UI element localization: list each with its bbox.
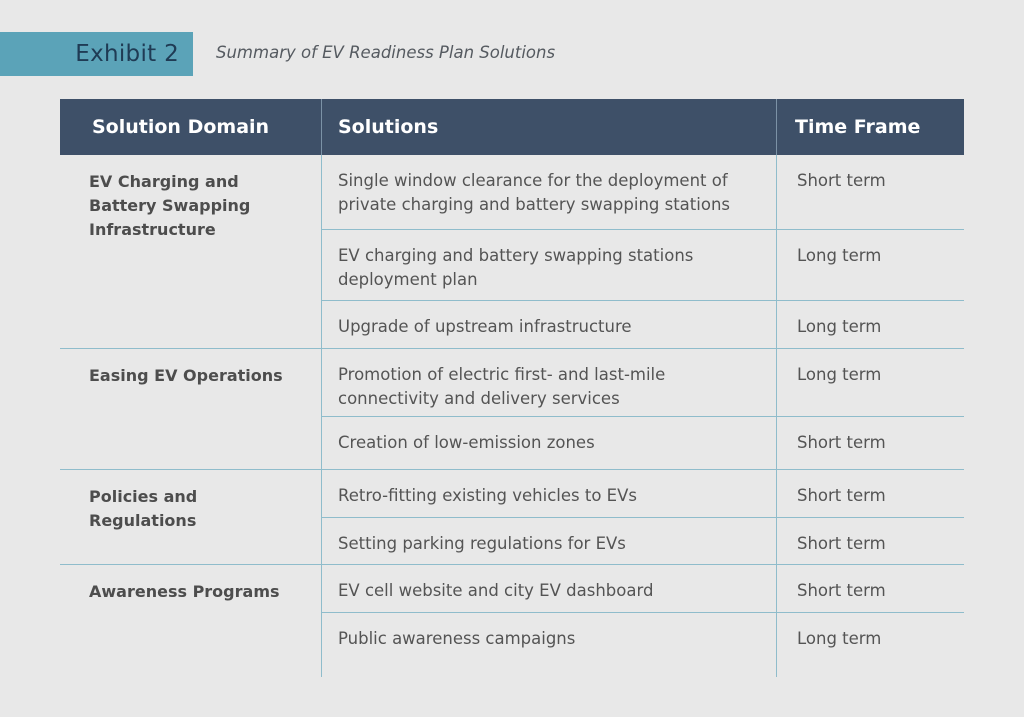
table-group [60, 565, 964, 677]
time-frame-cell: Short term [797, 534, 886, 553]
exhibit-caption: Summary of EV Readiness Plan Solutions [216, 43, 556, 62]
table-header [60, 99, 964, 155]
table-row [322, 230, 964, 301]
table-group [60, 155, 964, 349]
table-row [322, 565, 964, 613]
exhibit-label: Exhibit 2 [0, 32, 193, 76]
time-frame-cell: Long term [797, 317, 882, 336]
group-rows [322, 470, 964, 564]
header-time-frame: Time Frame [795, 116, 921, 138]
solution-domain-cell: Policies and Regulations [60, 470, 322, 564]
group-rows [322, 349, 964, 469]
time-frame-cell: Short term [797, 433, 886, 452]
solution-cell: Creation of low-emission zones [322, 417, 777, 469]
solution-cell: EV charging and battery swapping stations deployment plan [322, 230, 777, 300]
table-row [322, 613, 964, 677]
solution-domain-cell: Easing EV Operations [60, 349, 322, 469]
header-solutions: Solutions [322, 99, 777, 155]
table-group [60, 470, 964, 565]
table-row [322, 301, 964, 348]
solution-domain-cell: Awareness Programs [60, 565, 322, 677]
solution-domain-cell: EV Charging and Battery Swapping Infrastructure [60, 155, 322, 348]
solution-cell: EV cell website and city EV dashboard [322, 565, 777, 612]
solution-cell: Public awareness campaigns [322, 613, 777, 677]
solution-cell: Upgrade of upstream infrastructure [322, 301, 777, 348]
time-frame-cell: Long term [797, 365, 882, 384]
time-frame-cell: Short term [797, 486, 886, 505]
group-rows [322, 565, 964, 677]
header-solution-domain: Solution Domain [60, 99, 322, 155]
time-frame-cell: Short term [797, 171, 886, 190]
solution-cell: Setting parking regulations for EVs [322, 518, 777, 564]
solution-cell: Promotion of electric first- and last-mile connectivity and delivery services [322, 349, 777, 416]
table-row [322, 518, 964, 564]
solutions-table [60, 99, 964, 677]
time-frame-cell: Short term [797, 581, 886, 600]
time-frame-cell: Long term [797, 629, 882, 648]
solution-cell: Single window clearance for the deployment of private charging and battery swapping stations [322, 155, 777, 229]
table-row [322, 155, 964, 230]
table-group [60, 349, 964, 470]
time-frame-cell: Long term [797, 246, 882, 265]
group-rows [322, 155, 964, 348]
solution-cell: Retro-fitting existing vehicles to EVs [322, 470, 777, 517]
table-row [322, 470, 964, 518]
table-row [322, 417, 964, 469]
table-row [322, 349, 964, 417]
